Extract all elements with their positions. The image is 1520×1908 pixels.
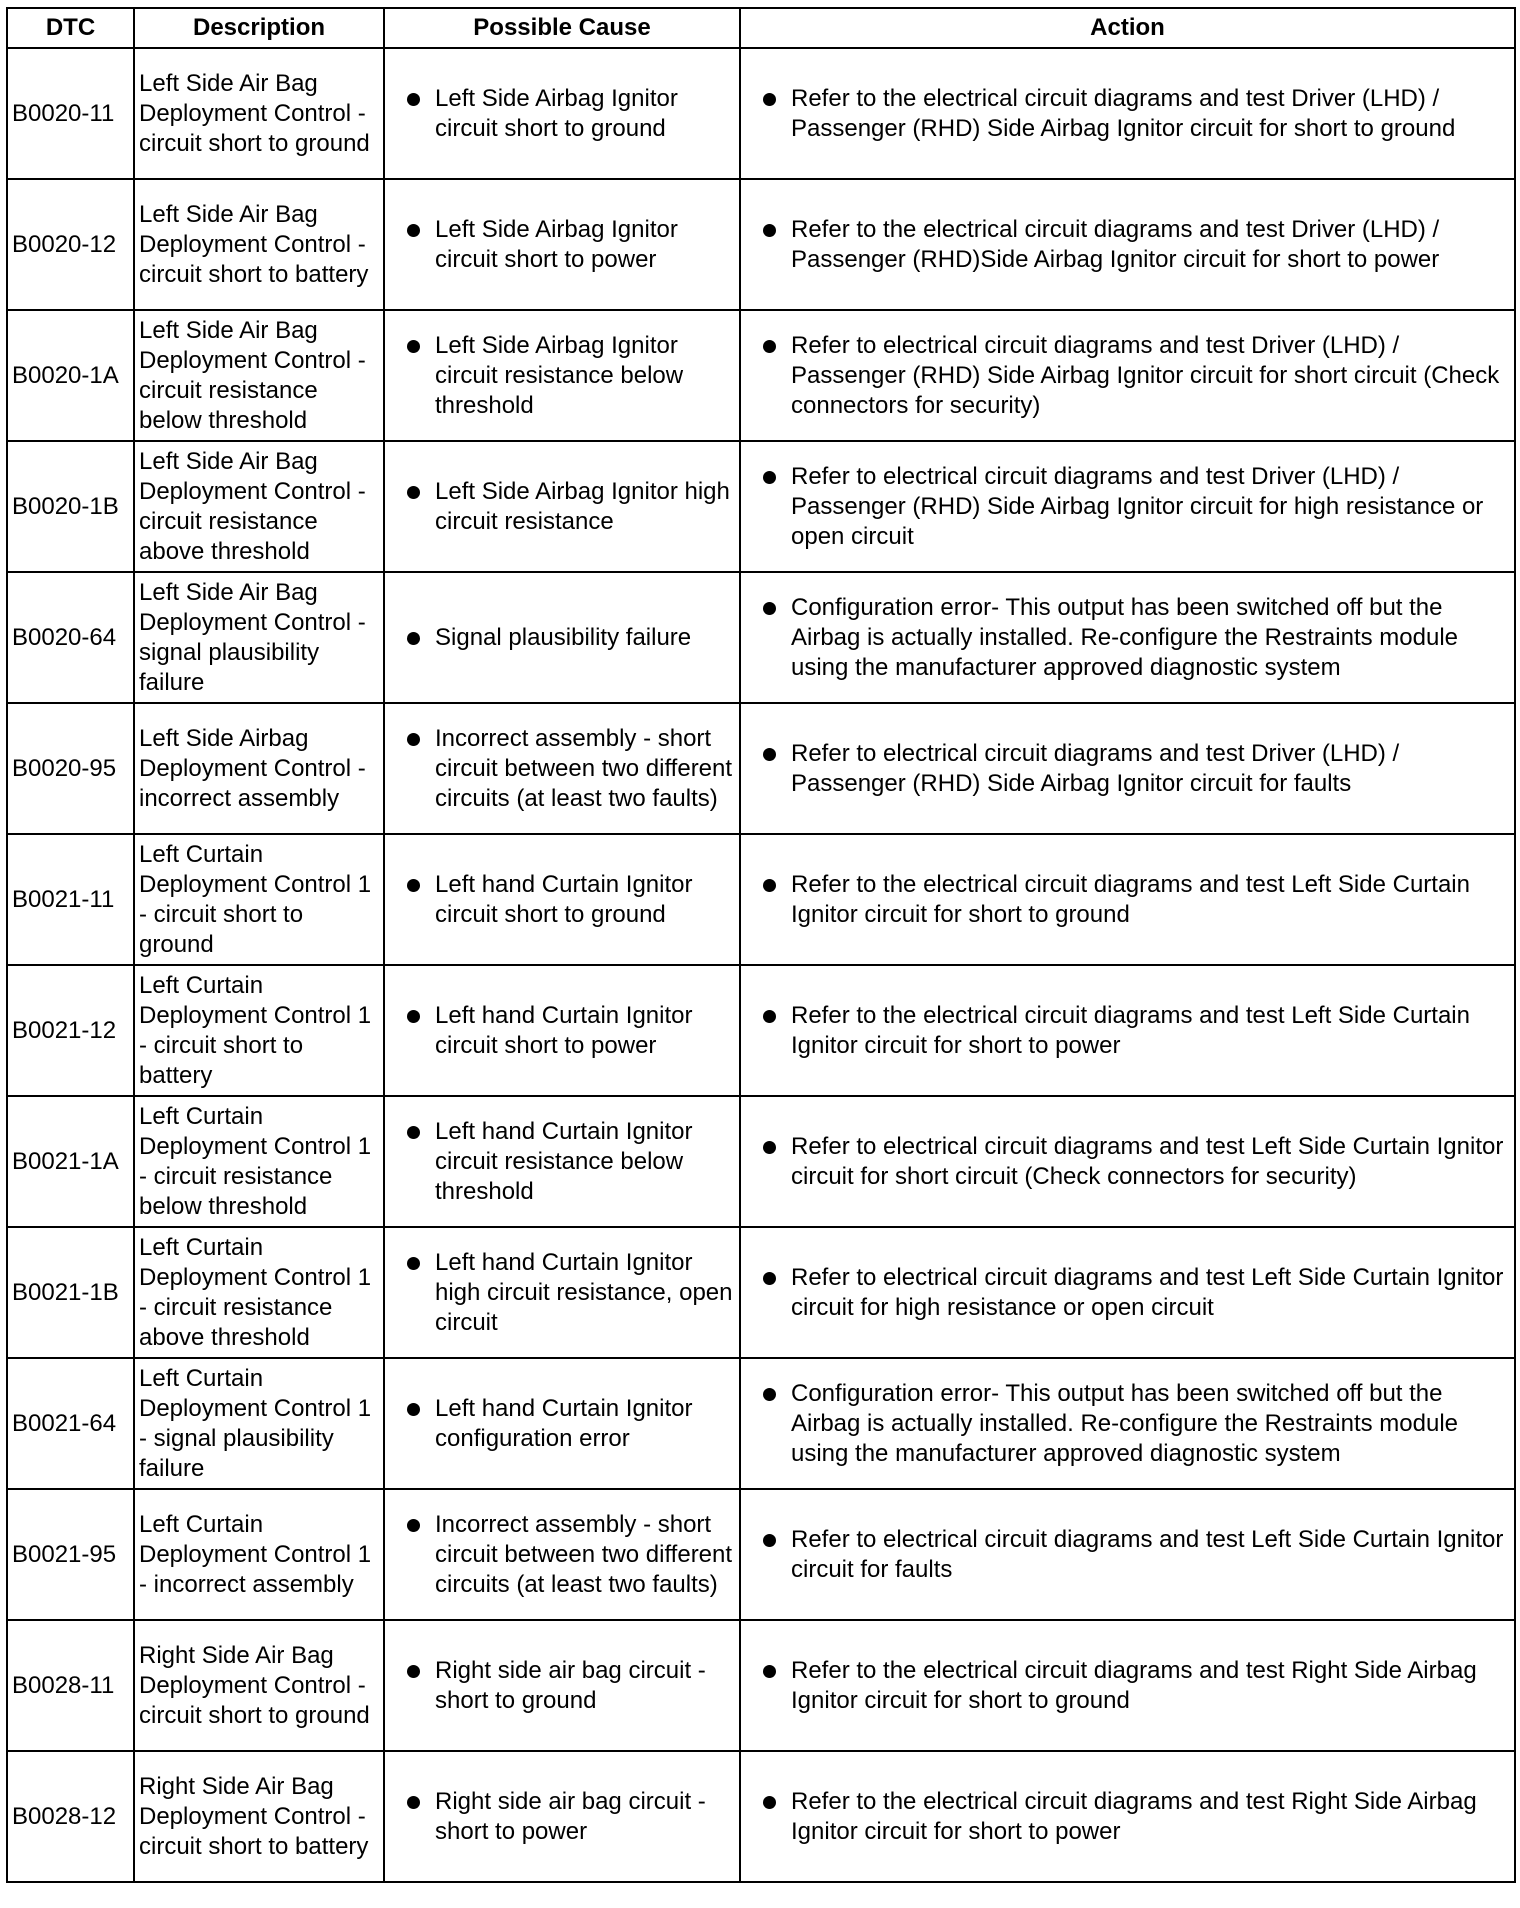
bullet-icon bbox=[763, 93, 776, 106]
description-text: Left Curtain Deployment Control 1 - circuit short to battery bbox=[139, 971, 372, 1089]
table-row bbox=[7, 48, 1515, 179]
dtc-code: B0021-1B bbox=[12, 1278, 119, 1306]
bullet-icon bbox=[407, 632, 420, 645]
description-text: Left Side Air Bag Deployment Control - circuit resistance below threshold bbox=[139, 316, 366, 434]
description-cell bbox=[134, 703, 384, 834]
bullet-icon bbox=[407, 1126, 420, 1139]
action-cell bbox=[740, 1096, 1515, 1227]
bullet-icon bbox=[763, 1534, 776, 1547]
bullet-icon bbox=[763, 879, 776, 892]
possible-cause-cell bbox=[384, 1096, 740, 1227]
possible-cause-text: Left hand Curtain Ignitor circuit short to ground bbox=[435, 870, 693, 928]
dtc-code: B0021-12 bbox=[12, 1016, 117, 1044]
action-text: Refer to the electrical circuit diagrams and test Left Side Curtain Ignitor circuit for short to power bbox=[791, 1001, 1470, 1059]
table-body bbox=[7, 48, 1515, 1882]
action-text: Refer to the electrical circuit diagrams and test Left Side Curtain Ignitor circuit for short to ground bbox=[791, 870, 1470, 928]
bullet-icon bbox=[763, 1388, 776, 1401]
description-text: Left Side Air Bag Deployment Control - circuit short to ground bbox=[139, 69, 370, 157]
possible-cause-text: Left hand Curtain Ignitor circuit short to power bbox=[435, 1001, 693, 1059]
possible-cause-text: Left hand Curtain Ignitor configuration error bbox=[435, 1394, 693, 1452]
action-text: Refer to electrical circuit diagrams and test Left Side Curtain Ignitor circuit for faults bbox=[791, 1525, 1504, 1583]
bullet-icon bbox=[407, 93, 420, 106]
dtc-code-cell bbox=[7, 179, 134, 310]
description-text: Left Curtain Deployment Control 1 - signal plausibility failure bbox=[139, 1364, 372, 1482]
action-text: Refer to electrical circuit diagrams and test Driver (LHD) / Passenger (RHD) Side Airbag Ignitor circuit for faults bbox=[791, 739, 1400, 797]
possible-cause-cell bbox=[384, 1751, 740, 1882]
description-text: Left Side Air Bag Deployment Control - circuit resistance above threshold bbox=[139, 447, 366, 565]
dtc-code: B0028-12 bbox=[12, 1802, 117, 1830]
description-text: Left Side Air Bag Deployment Control - circuit short to battery bbox=[139, 200, 369, 288]
description-cell bbox=[134, 1096, 384, 1227]
dtc-code: B0021-95 bbox=[12, 1540, 117, 1568]
dtc-code: B0021-64 bbox=[12, 1409, 117, 1437]
action-text: Refer to electrical circuit diagrams and test Driver (LHD) / Passenger (RHD) Side Airbag Ignitor circuit for high resistance or open circuit bbox=[791, 462, 1484, 550]
bullet-icon bbox=[407, 486, 420, 499]
action-text: Refer to the electrical circuit diagrams and test Driver (LHD) / Passenger (RHD)Side Airbag Ignitor circuit for short to power bbox=[791, 215, 1440, 273]
dtc-code-cell bbox=[7, 834, 134, 965]
dtc-code-cell bbox=[7, 310, 134, 441]
table-row bbox=[7, 703, 1515, 834]
possible-cause-text: Left Side Airbag Ignitor circuit resistance below threshold bbox=[435, 331, 684, 419]
description-cell bbox=[134, 1620, 384, 1751]
possible-cause-text: Signal plausibility failure bbox=[435, 623, 692, 651]
table-row bbox=[7, 1751, 1515, 1882]
possible-cause-cell bbox=[384, 1358, 740, 1489]
header-possible-cause: Possible Cause bbox=[384, 8, 740, 48]
possible-cause-cell bbox=[384, 703, 740, 834]
action-cell bbox=[740, 1227, 1515, 1358]
description-cell bbox=[134, 441, 384, 572]
table-row bbox=[7, 834, 1515, 965]
possible-cause-text: Incorrect assembly - short circuit between two different circuits (at least two faults) bbox=[435, 724, 733, 812]
table-row bbox=[7, 1096, 1515, 1227]
possible-cause-cell bbox=[384, 179, 740, 310]
description-text: Left Side Airbag Deployment Control - incorrect assembly bbox=[139, 724, 366, 812]
possible-cause-text: Right side air bag circuit - short to ground bbox=[435, 1656, 706, 1714]
action-cell bbox=[740, 1751, 1515, 1882]
dtc-code: B0020-1A bbox=[12, 361, 119, 389]
bullet-icon bbox=[407, 1010, 420, 1023]
description-cell bbox=[134, 1751, 384, 1882]
table-row bbox=[7, 1358, 1515, 1489]
description-cell bbox=[134, 1358, 384, 1489]
dtc-code: B0020-95 bbox=[12, 754, 117, 782]
description-text: Right Side Air Bag Deployment Control - circuit short to ground bbox=[139, 1641, 370, 1729]
description-text: Left Curtain Deployment Control 1 - circuit resistance below threshold bbox=[139, 1102, 372, 1220]
bullet-icon bbox=[407, 879, 420, 892]
description-text: Left Curtain Deployment Control 1 - circuit resistance above threshold bbox=[139, 1233, 372, 1351]
bullet-icon bbox=[763, 224, 776, 237]
table-row bbox=[7, 1620, 1515, 1751]
bullet-icon bbox=[763, 340, 776, 353]
action-cell bbox=[740, 179, 1515, 310]
action-text: Configuration error- This output has been switched off but the Airbag is actually installed. Re-configure the Restraints module using the manufacturer approved diagnostic system bbox=[791, 1379, 1458, 1467]
header-action: Action bbox=[740, 8, 1515, 48]
header-description: Description bbox=[134, 8, 384, 48]
description-cell bbox=[134, 179, 384, 310]
dtc-code-cell bbox=[7, 48, 134, 179]
bullet-icon bbox=[763, 602, 776, 615]
dtc-code: B0020-11 bbox=[12, 99, 115, 127]
table-row bbox=[7, 572, 1515, 703]
dtc-code-cell bbox=[7, 1489, 134, 1620]
dtc-code: B0020-1B bbox=[12, 492, 119, 520]
dtc-code-cell bbox=[7, 1227, 134, 1358]
description-cell bbox=[134, 310, 384, 441]
bullet-icon bbox=[407, 340, 420, 353]
description-cell bbox=[134, 834, 384, 965]
description-cell bbox=[134, 1489, 384, 1620]
possible-cause-cell bbox=[384, 834, 740, 965]
possible-cause-text: Left hand Curtain Ignitor high circuit resistance, open circuit bbox=[435, 1248, 733, 1336]
description-text: Left Curtain Deployment Control 1 - circuit short to ground bbox=[139, 840, 372, 958]
action-cell bbox=[740, 703, 1515, 834]
table-row bbox=[7, 310, 1515, 441]
dtc-code: B0028-11 bbox=[12, 1671, 115, 1699]
dtc-code-cell bbox=[7, 965, 134, 1096]
dtc-code-cell bbox=[7, 703, 134, 834]
description-cell bbox=[134, 572, 384, 703]
dtc-code-cell bbox=[7, 1620, 134, 1751]
action-text: Refer to the electrical circuit diagrams and test Right Side Airbag Ignitor circuit for short to ground bbox=[791, 1656, 1477, 1714]
possible-cause-text: Left Side Airbag Ignitor circuit short to power bbox=[435, 215, 678, 273]
bullet-icon bbox=[763, 471, 776, 484]
bullet-icon bbox=[763, 748, 776, 761]
header-dtc: DTC bbox=[7, 8, 134, 48]
possible-cause-cell bbox=[384, 1489, 740, 1620]
possible-cause-cell bbox=[384, 965, 740, 1096]
dtc-code-cell bbox=[7, 1358, 134, 1489]
bullet-icon bbox=[407, 1796, 420, 1809]
action-cell bbox=[740, 310, 1515, 441]
bullet-icon bbox=[763, 1141, 776, 1154]
bullet-icon bbox=[763, 1272, 776, 1285]
bullet-icon bbox=[407, 733, 420, 746]
action-text: Configuration error- This output has been switched off but the Airbag is actually installed. Re-configure the Restraints module using the manufacturer approved diagnostic system bbox=[791, 593, 1458, 681]
bullet-icon bbox=[763, 1796, 776, 1809]
table-row bbox=[7, 179, 1515, 310]
dtc-code: B0020-64 bbox=[12, 623, 117, 651]
possible-cause-text: Left Side Airbag Ignitor high circuit resistance bbox=[435, 477, 730, 535]
action-text: Refer to the electrical circuit diagrams and test Right Side Airbag Ignitor circuit for short to power bbox=[791, 1787, 1477, 1845]
description-cell bbox=[134, 1227, 384, 1358]
dtc-code-cell bbox=[7, 1096, 134, 1227]
action-text: Refer to electrical circuit diagrams and test Driver (LHD) / Passenger (RHD) Side Airbag Ignitor circuit for short circuit (Check connectors for security) bbox=[791, 331, 1500, 419]
possible-cause-text: Left hand Curtain Ignitor circuit resistance below threshold bbox=[435, 1117, 693, 1205]
table-row bbox=[7, 965, 1515, 1096]
possible-cause-cell bbox=[384, 572, 740, 703]
action-text: Refer to electrical circuit diagrams and test Left Side Curtain Ignitor circuit for short circuit (Check connectors for security) bbox=[791, 1132, 1504, 1190]
description-cell bbox=[134, 965, 384, 1096]
possible-cause-cell bbox=[384, 1620, 740, 1751]
description-cell bbox=[134, 48, 384, 179]
bullet-icon bbox=[407, 1519, 420, 1532]
possible-cause-text: Left Side Airbag Ignitor circuit short to ground bbox=[435, 84, 678, 142]
action-cell bbox=[740, 572, 1515, 703]
description-text: Right Side Air Bag Deployment Control - circuit short to battery bbox=[139, 1772, 369, 1860]
bullet-icon bbox=[407, 224, 420, 237]
action-text: Refer to the electrical circuit diagrams and test Driver (LHD) / Passenger (RHD) Side Airbag Ignitor circuit for short to ground bbox=[791, 84, 1456, 142]
bullet-icon bbox=[763, 1010, 776, 1023]
dtc-code: B0020-12 bbox=[12, 230, 117, 258]
possible-cause-cell bbox=[384, 48, 740, 179]
table-row bbox=[7, 441, 1515, 572]
possible-cause-text: Incorrect assembly - short circuit between two different circuits (at least two faults) bbox=[435, 1510, 733, 1598]
action-cell bbox=[740, 1358, 1515, 1489]
description-text: Left Side Air Bag Deployment Control - signal plausibility failure bbox=[139, 578, 366, 696]
possible-cause-cell bbox=[384, 1227, 740, 1358]
action-cell bbox=[740, 1489, 1515, 1620]
action-cell bbox=[740, 48, 1515, 179]
action-cell bbox=[740, 834, 1515, 965]
action-cell bbox=[740, 1620, 1515, 1751]
table-row bbox=[7, 1489, 1515, 1620]
header-row bbox=[7, 8, 1515, 48]
dtc-code-cell bbox=[7, 572, 134, 703]
possible-cause-text: Right side air bag circuit - short to power bbox=[435, 1787, 706, 1845]
dtc-code: B0021-11 bbox=[12, 885, 115, 913]
dtc-code-cell bbox=[7, 441, 134, 572]
action-cell bbox=[740, 965, 1515, 1096]
dtc-code: B0021-1A bbox=[12, 1147, 119, 1175]
possible-cause-cell bbox=[384, 441, 740, 572]
dtc-code-cell bbox=[7, 1751, 134, 1882]
bullet-icon bbox=[407, 1257, 420, 1270]
bullet-icon bbox=[407, 1403, 420, 1416]
action-text: Refer to electrical circuit diagrams and test Left Side Curtain Ignitor circuit for high resistance or open circuit bbox=[791, 1263, 1504, 1321]
bullet-icon bbox=[763, 1665, 776, 1678]
table-header bbox=[7, 8, 1515, 48]
table-row bbox=[7, 1227, 1515, 1358]
description-text: Left Curtain Deployment Control 1 - incorrect assembly bbox=[139, 1510, 372, 1598]
action-cell bbox=[740, 441, 1515, 572]
dtc-table bbox=[6, 7, 1516, 1883]
possible-cause-cell bbox=[384, 310, 740, 441]
bullet-icon bbox=[407, 1665, 420, 1678]
